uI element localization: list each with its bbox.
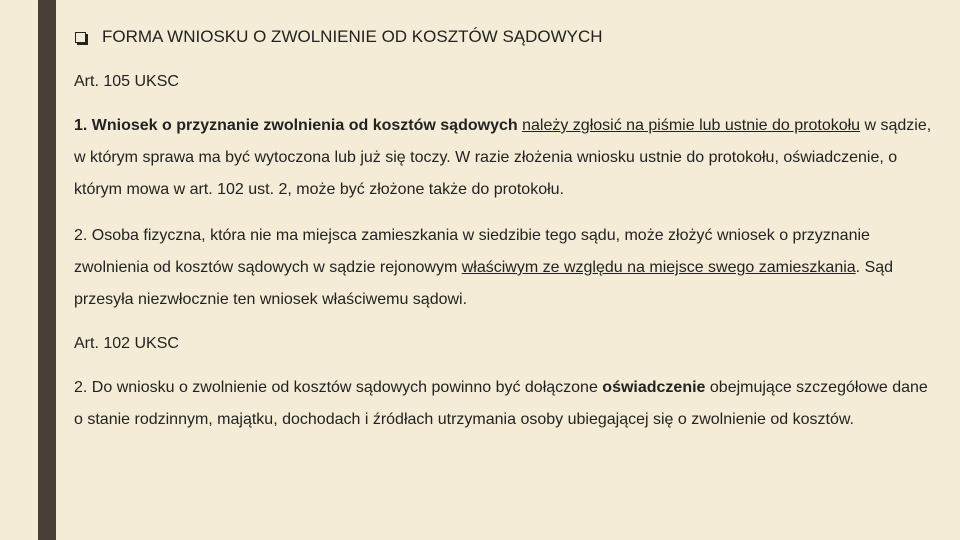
p1-rest-text: w sądzie, w którym sprawa ma być wytoczona lub już się toczy. W razie złożenia wniosku ustnie do protokołu, oświadczenie, o którym mowa w art. 102 ust. 2, może być złożone także do protokołu. — [74, 117, 932, 198]
p3-rest-text: obejmujące szczegółowe dane o stanie rodzinnym, majątku, dochodach i źródłach utrzymania osoby ubiegającej się o zwolnienie od kosztów. — [74, 379, 928, 428]
p2-start-text: 2. Osoba fizyczna, która nie ma miejsca zamieszkania w siedzibie tego sądu, może złożyć wniosek o przyznanie zwolnienia od kosztów sądowych w sądzie rejonowym — [74, 227, 870, 276]
art-105-label: Art. 105 UKSC — [74, 73, 179, 90]
accent-bar — [38, 0, 56, 540]
slide-heading — [71, 27, 603, 47]
paragraph-1 — [74, 110, 940, 206]
art-102-label: Art. 102 UKSC — [74, 335, 179, 352]
p3-start-text: 2. Do wniosku o zwolnienie od kosztów sądowych powinno być dołączone — [74, 379, 603, 396]
heading-text: FORMA WNIOSKU O ZWOLNIENIE OD KOSZTÓW SĄDOWYCH — [102, 27, 603, 46]
p1-underlined-text: należy zgłosić na piśmie lub ustnie do protokołu — [522, 117, 861, 134]
paragraph-2 — [74, 220, 940, 316]
p1-bold-text: 1. Wniosek o przyznanie zwolnienia od kosztów sądowych — [74, 117, 518, 134]
p2-underlined-text: właściwym ze względu na miejsce swego zamieszkania — [461, 259, 856, 276]
left-margin — [0, 0, 38, 540]
checkbox-bullet-icon — [75, 32, 86, 43]
p3-bold-text: oświadczenie — [602, 379, 706, 396]
paragraph-3 — [74, 372, 940, 436]
p2-rest-text: . Sąd przesyła niezwłocznie ten wniosek właściwemu sądowi. — [74, 259, 894, 308]
